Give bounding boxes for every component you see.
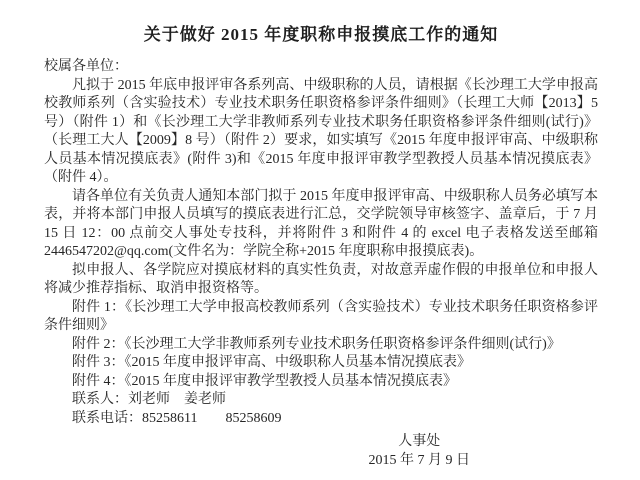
signature-department: 人事处 bbox=[398, 434, 441, 449]
body-paragraph-3: 拟申报人、各学院应对摸底材料的真实性负责，对故意弄虚作假的申报单位和申报人将减少推荐指标、取消申报资格等。 bbox=[44, 262, 598, 296]
contact-person-line: 联系人：刘老师 姜老师 bbox=[72, 392, 226, 407]
signature-date: 2015 年 7 月 9 日 bbox=[368, 452, 470, 468]
body-paragraph-1: 凡拟于 2015 年底申报评审各系列高、中级职称的人员，请根据《长沙理工大学申报高校教师系列（含实验技术）专业技术职务任职资格参评条件细则》（长理工大师【2013】5 号）（附件 1）和《长沙理工大学非教师系列专业技术职务任职资格参评条件细则(试行)》（长理工大人【2009】8 号）（附件 2）要求，如实填写《2015 年度申报评审高、中级职称人员基本情况摸底表》(附件 3)和《2015 年度申报评审教学型教授人员基本情况摸底表》（附件 4）。 bbox=[44, 77, 598, 185]
greeting-line: 校属各单位： bbox=[44, 59, 128, 74]
attachment-item-3: 附件 3：《2015 年度申报评审高、中级职称人员基本情况摸底表》 bbox=[72, 355, 471, 370]
body-paragraph-2: 请各单位有关负责人通知本部门拟于 2015 年度申报评审高、中级职称人员务必填写本表，并将本部门申报人员填写的摸底表进行汇总，交学院领导审核签字、盖章后，于 7 月 15 日 12：00 点前交人事处专技科，并将附件 3 和附件 4 的 excel 电子表格发送至邮箱 2446547202@qq.com(文件名为：学院全称+2015 年度职称申报摸底表)。 bbox=[44, 188, 598, 259]
contact-phone-line: 联系电话：85258611 85258609 bbox=[72, 410, 282, 426]
signature-block bbox=[369, 433, 471, 470]
document-title: 关于做好 2015 年度职称申报摸底工作的通知 bbox=[143, 25, 499, 44]
attachment-item-1: 附件 1：《长沙理工大学申报高校教师系列（含实验技术）专业技术职务任职资格参评条件细则》 bbox=[44, 299, 598, 333]
attachment-item-4: 附件 4：《2015 年度申报评审教学型教授人员基本情况摸底表》 bbox=[72, 373, 457, 389]
attachment-item-2: 附件 2：《长沙理工大学非教师系列专业技术职务任职资格参评条件细则(试行)》 bbox=[72, 336, 561, 352]
